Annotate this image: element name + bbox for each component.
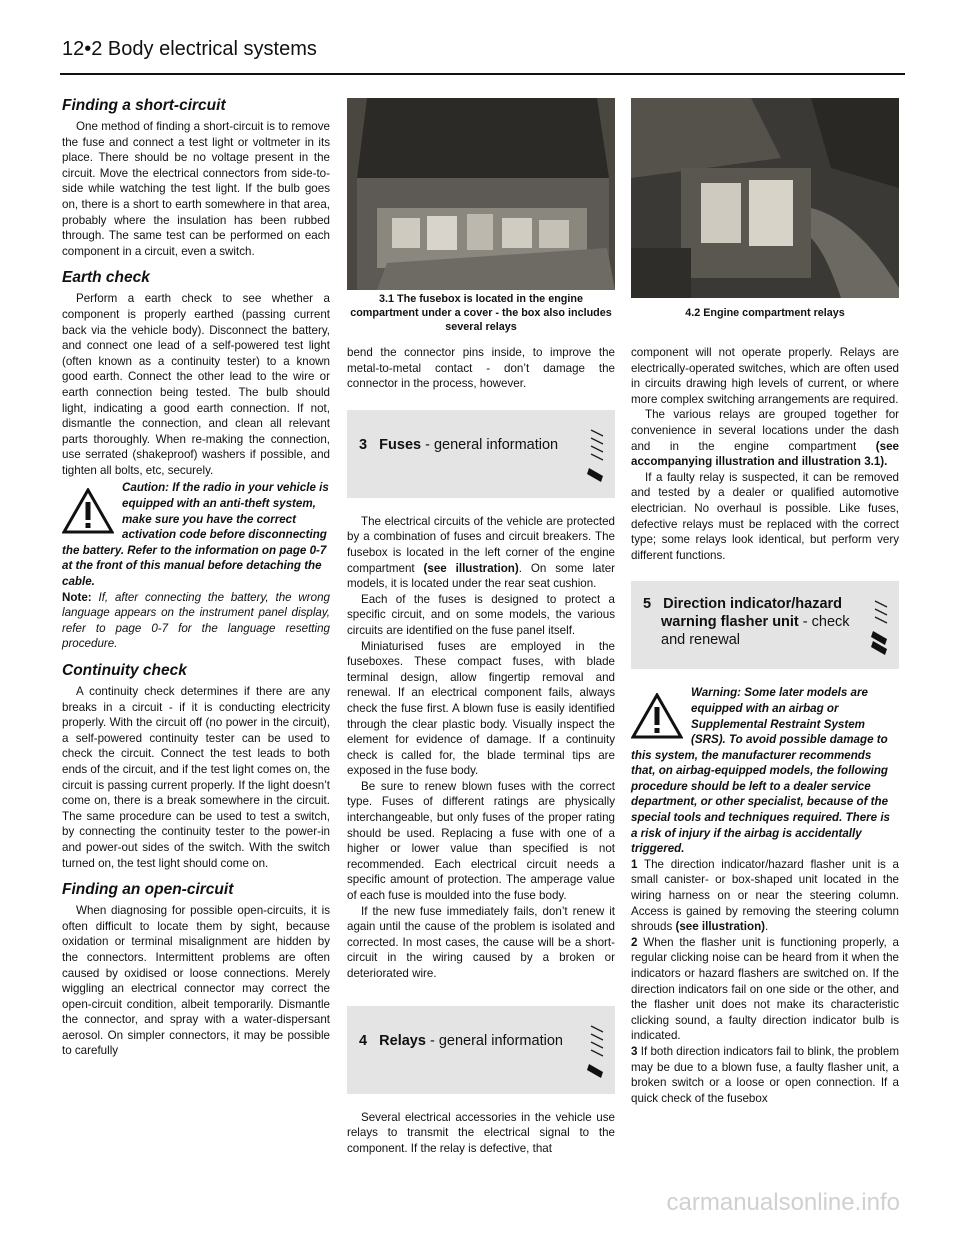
column-1 <box>62 92 330 1059</box>
para-earth-check: Perform a earth check to see whether a component is properly earthed (passing current back via the vehicle body). Disconnect the battery, and connect one lead of a self-powered test light (often known as a continuity tester) to a known good earth. Connect the other lead to the wire or earth connection being tested. The bulb should light, indicating a good earth connection. If not, dismantle the connection, and clean all relevant parts thoroughly. When re-making the connection, use serrated (shakeproof) washers if possible, and tighten all bolts, etc, securely. <box>62 292 330 477</box>
warning-triangle-icon <box>62 488 114 534</box>
note-label: Note: <box>62 590 92 604</box>
para-connector-cont: bend the connector pins inside, to improve the metal-to-metal contact - don’t damage the connector in the process, however. <box>347 346 615 391</box>
step-1: 1 The direction indicator/hazard flasher unit is a small canister- or box-shaped unit located in the wiring harness on or near the steering column. Access is gained by removing the steering column shrouds (see illustration). <box>631 857 899 934</box>
note-text: If, after connecting the battery, the wrong language appears on the instrument panel display, refer to page 0-7 for the language resetting procedure. <box>62 590 330 651</box>
para-continuity: A continuity check determines if there are any breaks in a circuit - if it is conducting electricity properly. With the circuit off (no power in the circuit), a self-powered continuity tester can be used to check the circuit. Connect the test leads to both ends of the circuit, and if the test light comes on, the circuit is passing current properly. If the light doesn’t come on, there is a break somewhere in the circuit. The same procedure can be used to test a switch, by connecting the continuity tester to the power-in and power-out sides of the switch. With the switch turned on, the test light should come on. <box>62 685 330 870</box>
step-2: 2 When the flasher unit is functioning properly, a regular clicking noise can be heard from it when the indicators or hazard flashers are switched on. If the direction indicators fail on one side or the other, and the flasher unit does not make its characteristic clicking sound, a faulty direction indicator bulb is indicated. <box>631 935 899 1043</box>
page-header: 12•2 Body electrical systems <box>62 38 317 60</box>
section-4-title: 4 Relays - general information <box>359 1032 563 1049</box>
section-4-header <box>347 1006 615 1094</box>
header-rule <box>60 73 905 75</box>
para-fuses-b: Each of the fuses is designed to protect a specific circuit, and on some models, the various circuits are identified on the fuse panel itself. <box>347 592 615 637</box>
heading-continuity: Continuity check <box>62 662 187 679</box>
heading-open-circuit: Finding an open-circuit <box>62 881 234 899</box>
para-fuses-c: Miniaturised fuses are employed in the fuseboxes. These compact fuses, with blade terminal design, allow fingertip removal and renewal. If an electrical component fails, always check the fuse first. A blown fuse is easily identified through the clear plastic body. Visually inspect the element for evidence of damage. If a continuity check is called for, the blade terminal tips are exposed in the fuse body. <box>347 639 615 778</box>
heading-short-circuit: Finding a short-circuit <box>62 97 226 114</box>
para-relays-b: component will not operate properly. Relays are electrically-operated switches, which are often used in circuits drawing high levels of current, or where more complex switching arrangements are required. <box>631 346 899 406</box>
difficulty-wrench-icon <box>585 1020 607 1082</box>
caption-3-1: 3.1 The fusebox is located in the engine compartment under a cover - the box also includes several relays <box>350 293 612 333</box>
section-5-header <box>631 581 899 669</box>
watermark: carmanualsonline.info <box>666 1189 900 1216</box>
difficulty-wrench-icon <box>585 424 607 486</box>
heading-earth-check: Earth check <box>62 269 150 287</box>
warning-block <box>631 685 899 857</box>
section-3-header <box>347 410 615 498</box>
caption-4-2: 4.2 Engine compartment relays <box>685 307 845 319</box>
column-3 <box>631 345 899 1106</box>
step-3: 3 If both direction indicators fail to blink, the problem may be due to a blown fuse, a faulty flasher unit, a broken switch or a loose or open connection. If a quick check of the fusebox <box>631 1044 899 1105</box>
note <box>62 590 330 652</box>
para-open-circuit: When diagnosing for possible open-circuits, it is often difficult to locate them by sight, because oxidation or terminal misalignment are hidden by the connectors. Intermittent problems are often caused by oxidised or loose connections. Merely wiggling an electrical connector may correct the open-circuit condition, albeit temporarily. Dismantle the connector, and spray with a water-dispersant aerosol. On simpler connectors, it may be possible to carefully <box>62 904 330 1058</box>
difficulty-wrench-icon <box>869 595 891 657</box>
relays-photo <box>631 98 899 298</box>
para-relays-d: If a faulty relay is suspected, it can be removed and tested by a dealer or qualified automotive electrician. No overhaul is possible. Like fuses, defective relays must be replaced with the correct type; some relays look identical, but perform very different functions. <box>631 470 899 562</box>
para-fuses-e: If the new fuse immediately fails, don’t renew it again until the cause of the problem is isolated and corrected. In most cases, the cause will be a short-circuit in the wiring caused by a broken or deteriorated wire. <box>347 904 615 980</box>
para-short-circuit: One method of finding a short-circuit is to remove the fuse and connect a test light or voltmeter in its place. There should be no voltage present in the circuit. Move the electrical connectors from side-to-side while watching the test light. If the bulb goes on, there is a short to earth somewhere in that area, probably where the insulation has been rubbed through. The same test can be performed on each component in a circuit, even a switch. <box>62 120 330 258</box>
para-fuses-a: The electrical circuits of the vehicle are protected by a combination of fuses and circuit breakers. The fusebox is located in the left corner of the engine compartment (see illustration). On some later models, it is located under the rear seat cushion. <box>347 514 615 591</box>
warning-text: Warning: Some later models are equipped with an airbag or Supplemental Restraint System (SRS). To avoid possible damage to this system, the manufacturer recommends that, on airbag-equipped models, the following procedure should be left to a dealer service department, or other specialist, because of the special tools and techniques required. There is a risk of injury if the airbag is accidentally triggered. <box>631 686 890 856</box>
warning-triangle-icon <box>631 693 683 739</box>
para-relays-a: Several electrical accessories in the vehicle use relays to transmit the electrical signal to the component. If the relay is defective, that <box>347 1110 615 1155</box>
section-3-title: 3 Fuses - general information <box>359 436 559 453</box>
fusebox-photo <box>347 98 615 290</box>
caution-block <box>62 480 330 589</box>
para-relays-c: The various relays are grouped together for convenience in several locations under the dash and in the engine compartment (see accompanying illustration and illustration 3.1). <box>631 408 899 469</box>
caution-text: Caution: If the radio in your vehicle is equipped with an anti-theft system, make sure you have the correct activation code before disconnecting the battery. Refer to the information on page 0-7 at the front of this manual before detaching the cable. <box>62 481 329 589</box>
section-5-title: 5 Direction indicator/hazard warning flasher unit - check and renewal <box>643 596 850 649</box>
para-fuses-d: Be sure to renew blown fuses with the correct type. Fuses of different ratings are physically interchangeable, but only fuses of the proper rating should be used. Replacing a fuse with one of a higher or lower value than specified is not recommended. Each electrical circuit needs a specific amount of protection. The amperage value of each fuse is moulded into the fuse body. <box>347 779 615 903</box>
column-2 <box>347 345 615 1156</box>
